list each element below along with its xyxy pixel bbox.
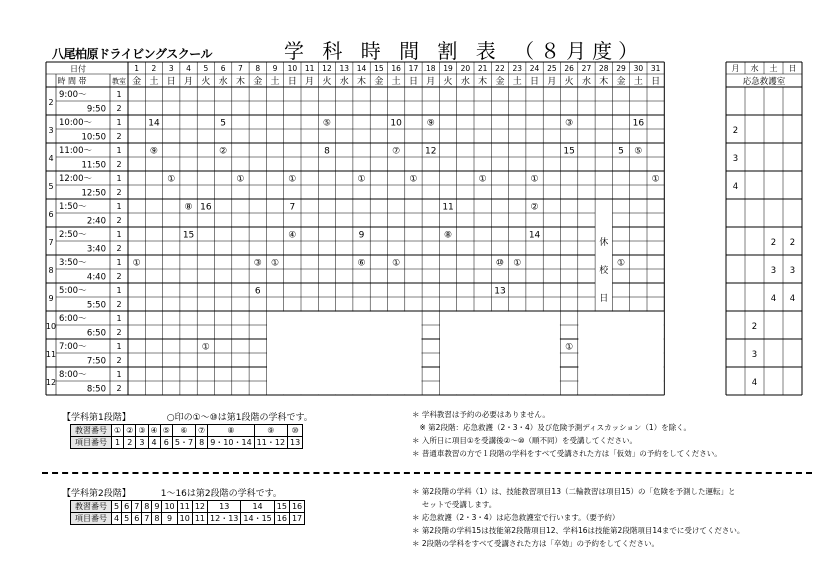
item-number: 6: [132, 513, 142, 525]
stage1-title: 【学科第1段階】: [62, 413, 131, 423]
day-number: 9: [272, 64, 278, 73]
period-start-time: 7:00～: [59, 342, 87, 352]
day-number: 14: [356, 64, 367, 73]
day-number: 3: [168, 64, 174, 73]
weekday: 金: [374, 77, 384, 87]
class-cell: ①: [271, 258, 280, 269]
lesson-number: 8: [142, 501, 152, 513]
first-aid-cell: 2: [770, 238, 777, 248]
lesson-number: 16: [289, 501, 304, 513]
period-start-time: 3:50～: [59, 258, 87, 268]
period-start-time: 6:00～: [59, 314, 87, 324]
lesson-number: ⑤: [160, 425, 172, 437]
class-cell: 15: [563, 146, 575, 157]
item-number: 12・13: [208, 513, 241, 525]
item-number: 4: [148, 437, 160, 449]
empty-block: [267, 312, 422, 395]
period-start-time: 1:50～: [59, 202, 87, 212]
period-start-time: 2:50～: [59, 230, 87, 240]
lesson-number: 5: [112, 501, 122, 513]
note-line: ※ 第2段階：応急救護（2・3・4）及び危険予測ディスカッション（1）を除く。: [412, 423, 692, 432]
class-cell: ①: [478, 174, 487, 185]
class-cell: ⑧: [184, 202, 193, 213]
item-number: 9: [162, 513, 177, 525]
item-number: 13: [288, 437, 303, 449]
room-number: 1: [116, 258, 122, 267]
weekday: 木: [599, 77, 609, 87]
item-number: 10: [177, 513, 192, 525]
day-number: 15: [374, 64, 384, 73]
class-cell: ④: [288, 230, 297, 241]
period-number: 7: [48, 238, 54, 247]
note-line: ＊ 入所日に項目①を受講後②～⑩（順不同）を受講してください。: [412, 436, 638, 445]
stage1-row1-label: 教習番号: [71, 425, 112, 437]
day-number: 31: [650, 64, 661, 73]
lesson-number: ⑦: [196, 425, 208, 437]
room-number: 1: [116, 370, 122, 379]
lesson-number: ⑩: [288, 425, 303, 437]
period-start-time: 9:00～: [59, 90, 87, 100]
class-cell: ⑧: [444, 230, 453, 241]
day-number: 12: [322, 64, 332, 73]
room-number: 2: [116, 384, 122, 393]
class-cell: ⑨: [149, 146, 158, 157]
period-number: 4: [48, 154, 54, 163]
lesson-number: ②: [124, 425, 136, 437]
room-number: 2: [116, 160, 122, 169]
stage1-caption: ○印の①～⑩は第1段階の学科です。: [166, 413, 313, 423]
room-number: 2: [116, 300, 122, 309]
weekday: 日: [651, 77, 661, 87]
weekday: 月: [305, 77, 315, 87]
weekday: 金: [616, 77, 626, 87]
class-cell: ②: [219, 146, 228, 157]
weekday: 金: [495, 77, 505, 87]
class-cell: 8: [324, 146, 330, 157]
weekday: 日: [530, 77, 540, 87]
period-end-time: 11:50: [81, 160, 106, 171]
note-line: ＊ 学科教習は予約の必要はありません。: [412, 410, 550, 419]
room-number: 1: [116, 90, 122, 99]
room-number: 1: [116, 230, 122, 239]
first-aid-cell: 3: [751, 350, 758, 360]
period-number: 11: [45, 350, 57, 359]
day-number: 2: [151, 64, 157, 73]
period-number: 3: [48, 126, 54, 135]
lesson-number: 14: [241, 501, 274, 513]
class-cell: 13: [494, 286, 506, 297]
page-title: 学 科 時 間 割 表 （８月度）: [284, 39, 645, 63]
class-cell: 14: [528, 230, 541, 241]
holiday-label: 校: [599, 266, 609, 276]
item-number: 3: [136, 437, 148, 449]
period-end-time: 5:50: [86, 300, 106, 311]
period-start-time: 10:00～: [59, 118, 92, 128]
period-end-time: 6:50: [86, 328, 106, 339]
item-number: 8: [196, 437, 208, 449]
class-cell: ①: [132, 258, 141, 269]
period-number: 10: [45, 322, 57, 331]
weekday: 日: [166, 77, 176, 87]
day-number: 21: [477, 64, 488, 73]
class-cell: ③: [565, 118, 574, 129]
day-number: 16: [391, 64, 401, 73]
lesson-number: ①: [112, 425, 124, 437]
period-start-time: 12:00～: [59, 174, 92, 184]
day-number: 17: [408, 64, 419, 73]
day-number: 6: [220, 64, 226, 73]
item-number: 2: [124, 437, 136, 449]
period-number: 6: [48, 210, 54, 219]
item-number: 9・10・14: [208, 437, 254, 449]
class-cell: 14: [148, 118, 160, 129]
note-line: ＊ 第2段階の学科15は技能第2段階項目12、学科16は技能第2段階項目14までに受けてください。: [412, 526, 745, 535]
right-weekday: 水: [750, 64, 759, 73]
lesson-number: 13: [208, 501, 241, 513]
stage2-title: 【学科第2段階】: [62, 489, 131, 499]
class-cell: ①: [167, 174, 176, 185]
lesson-number: ③: [136, 425, 148, 437]
weekday: 火: [322, 77, 332, 87]
period-end-time: 8:50: [86, 384, 106, 395]
first-aid-cell: 4: [732, 182, 739, 192]
weekday: 木: [357, 77, 367, 87]
room-number: 2: [116, 244, 122, 253]
stage1-table: [70, 424, 303, 449]
note-line: ＊ 応急救護（2・3・4）は応急救護室で行います。（要予約）: [412, 513, 620, 522]
lesson-number: 12: [192, 501, 207, 513]
school-name: 八尾柏原ドライビングスクール: [52, 47, 213, 61]
class-cell: ①: [617, 258, 626, 269]
room-number: 2: [116, 356, 122, 365]
weekday: 金: [253, 77, 263, 87]
item-number: 16: [274, 513, 289, 525]
class-cell: ①: [409, 174, 418, 185]
weekday: 火: [443, 77, 453, 87]
weekday: 火: [201, 77, 211, 87]
room-number: 2: [116, 104, 122, 113]
class-cell: ①: [236, 174, 245, 185]
room-number: 1: [116, 314, 122, 323]
class-cell: ①: [565, 342, 574, 353]
class-cell: 5: [618, 146, 624, 157]
item-number: 5: [122, 513, 132, 525]
empty-block: [578, 312, 663, 395]
item-number: 6: [160, 437, 172, 449]
room-number: 1: [116, 118, 122, 127]
period-number: 2: [48, 98, 54, 107]
right-weekday: 日: [788, 64, 797, 73]
day-number: 26: [564, 64, 574, 73]
weekday: 水: [218, 77, 228, 87]
room-number: 2: [116, 132, 122, 141]
lesson-number: 10: [162, 501, 177, 513]
class-cell: ①: [651, 174, 660, 185]
room-number: 2: [116, 328, 122, 337]
notes-stage1: [412, 408, 722, 460]
weekday: 月: [426, 77, 436, 87]
weekday: 土: [270, 77, 280, 87]
lesson-number: ⑧: [208, 425, 254, 437]
weekday: 水: [460, 77, 470, 87]
weekday: 金: [132, 77, 142, 87]
class-cell: ①: [357, 174, 366, 185]
class-cell: 16: [632, 118, 645, 129]
period-number: 5: [48, 182, 54, 191]
day-number: 8: [255, 64, 261, 73]
stage2-row2-label: 項目番号: [71, 513, 112, 525]
day-number: 5: [203, 64, 209, 73]
stage1-row2-label: 項目番号: [71, 437, 112, 449]
first-aid-cell: 4: [751, 378, 758, 388]
lesson-number: 15: [274, 501, 289, 513]
period-number: 12: [45, 378, 57, 387]
first-aid-cell: 2: [751, 322, 758, 332]
holiday-label: 日: [599, 294, 609, 304]
day-number: 7: [238, 64, 243, 73]
right-weekday: 土: [769, 64, 778, 73]
first-aid-cell: 2: [732, 126, 739, 136]
time-column-header: 時 間 帯: [57, 76, 87, 86]
class-cell: ⑤: [634, 146, 643, 157]
item-number: 8: [152, 513, 162, 525]
stage2-caption: 1～16は第2段階の学科です。: [160, 489, 282, 499]
weekday: 土: [633, 77, 643, 87]
class-cell: ①: [513, 258, 522, 269]
day-number: 18: [425, 64, 436, 73]
day-number: 4: [186, 64, 191, 73]
class-cell: ③: [253, 258, 262, 269]
weekday: 木: [235, 77, 245, 87]
weekday: 月: [184, 77, 194, 87]
weekday: 土: [391, 77, 401, 87]
stage2-table: [70, 500, 305, 525]
class-cell: 11: [442, 202, 454, 213]
room-number: 2: [116, 188, 122, 197]
weekday: 土: [512, 77, 522, 87]
period-end-time: 7:50: [86, 356, 106, 367]
first-aid-cell: 4: [789, 294, 796, 304]
lesson-number: ⑥: [172, 425, 195, 437]
item-number: 4: [112, 513, 122, 525]
weekday: 水: [339, 77, 349, 87]
weekday: 月: [547, 77, 557, 87]
first-aid-cell: 3: [732, 154, 739, 164]
class-cell: 16: [200, 202, 212, 213]
room-number: 1: [116, 146, 122, 155]
room-number: 1: [116, 202, 122, 211]
weekday: 日: [287, 77, 297, 87]
day-number: 28: [598, 64, 609, 73]
stage2-legend: [62, 486, 305, 525]
day-number: 1: [134, 64, 140, 73]
weekday: 日: [408, 77, 418, 87]
lesson-number: ⑨: [254, 425, 287, 437]
period-end-time: 10:50: [81, 132, 106, 143]
day-number: 19: [443, 64, 453, 73]
room-number: 2: [116, 272, 122, 281]
period-start-time: 8:00～: [59, 370, 87, 380]
class-cell: ⑨: [426, 118, 435, 129]
room-number: 1: [116, 174, 122, 183]
period-number: 9: [48, 294, 54, 303]
weekday: 土: [149, 77, 159, 87]
date-column-header: 日付: [70, 64, 86, 74]
weekday: 水: [581, 77, 591, 87]
class-cell: 5: [220, 118, 227, 129]
period-start-time: 5:00～: [59, 286, 87, 296]
class-cell: ①: [288, 174, 297, 185]
class-cell: 12: [425, 146, 437, 157]
note-line: ＊ 第2段階の学科（1）は、技能教習項目13（二輪教習は項目15）の「危険を予測した運転」と: [412, 487, 736, 496]
period-end-time: 12:50: [81, 188, 106, 199]
period-end-time: 2:40: [86, 216, 106, 227]
notes-stage2: [412, 485, 744, 550]
weekday: 木: [478, 77, 488, 87]
class-cell: ⑤: [322, 118, 331, 129]
class-cell: ⑩: [495, 258, 504, 269]
note-line: ＊ 普通車教習の方で１段階の学科をすべて受講された方は「仮効」の予約をしてください。: [412, 449, 722, 458]
class-cell: 15: [182, 230, 195, 241]
period-end-time: 3:40: [86, 244, 106, 255]
lesson-number: 7: [132, 501, 142, 513]
first-aid-cell: 2: [789, 238, 796, 248]
day-number: 11: [304, 64, 315, 73]
class-cell: ①: [201, 342, 210, 353]
day-number: 29: [616, 64, 626, 73]
class-cell: ②: [530, 202, 539, 213]
class-cell: ⑦: [392, 146, 401, 157]
day-number: 10: [287, 64, 298, 73]
item-number: 11・12: [254, 437, 287, 449]
class-cell: 9: [358, 230, 365, 241]
weekday: 火: [564, 77, 574, 87]
room-column-header: 教室: [112, 77, 126, 86]
class-cell: 7: [289, 202, 296, 213]
room-number: 2: [116, 216, 122, 225]
period-end-time: 9:50: [86, 104, 106, 115]
class-cell: 6: [254, 286, 261, 297]
day-number: 22: [495, 64, 505, 73]
class-cell: ①: [530, 174, 539, 185]
item-number: 7: [142, 513, 152, 525]
first-aid-cell: 3: [770, 266, 777, 276]
note-line: ＊ 2段階の学科をすべて受講された方は「卒効」の予約をしてください。: [412, 539, 660, 548]
day-number: 30: [633, 64, 644, 73]
day-number: 20: [460, 64, 471, 73]
item-number: 1: [112, 437, 124, 449]
period-start-time: 11:00～: [59, 146, 92, 156]
period-number: 8: [48, 266, 54, 275]
day-number: 25: [547, 64, 557, 73]
empty-block: [440, 312, 560, 395]
lesson-number: 11: [177, 501, 192, 513]
item-number: 17: [289, 513, 304, 525]
day-number: 13: [339, 64, 350, 73]
holiday-label: 休: [599, 238, 609, 248]
lesson-number: ④: [148, 425, 160, 437]
class-cell: ①: [392, 258, 401, 269]
room-number: 1: [116, 342, 122, 351]
class-cell: ⑥: [357, 258, 366, 269]
stage1-legend: [62, 410, 313, 449]
day-number: 24: [529, 64, 540, 73]
stage2-row1-label: 教習番号: [71, 501, 112, 513]
first-aid-room-header: 応急救護室: [742, 77, 786, 87]
section-divider: [42, 472, 812, 474]
note-line: セットで受講します。: [412, 500, 497, 509]
first-aid-cell: 4: [770, 294, 777, 304]
room-number: 1: [116, 286, 122, 295]
day-number: 23: [512, 64, 523, 73]
item-number: 5・7: [172, 437, 195, 449]
period-end-time: 4:40: [86, 272, 106, 283]
class-cell: 10: [390, 118, 402, 129]
lesson-number: 9: [152, 501, 162, 513]
item-number: 11: [192, 513, 207, 525]
item-number: 14・15: [241, 513, 274, 525]
day-number: 27: [581, 64, 592, 73]
first-aid-cell: 3: [789, 266, 796, 276]
lesson-number: 6: [122, 501, 132, 513]
right-weekday: 月: [731, 64, 740, 73]
